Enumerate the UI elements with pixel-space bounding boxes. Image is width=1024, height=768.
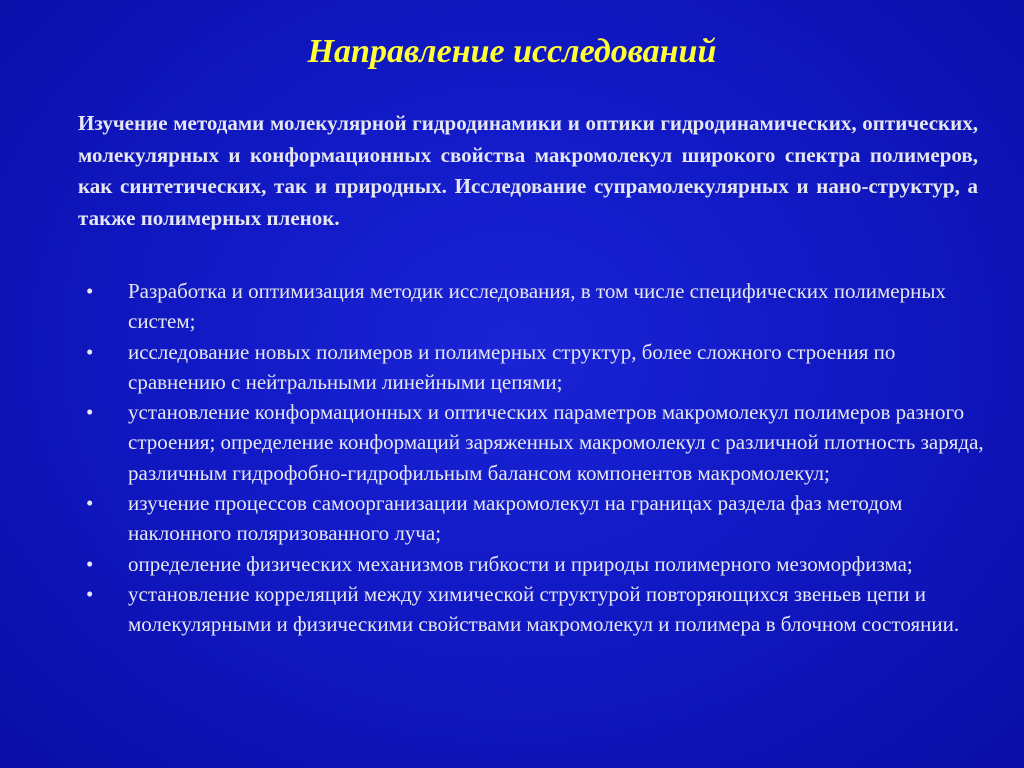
bullet-list	[78, 276, 998, 640]
bullet-dot-icon: •	[86, 581, 94, 606]
bullet-text: установление корреляций между химической структурой повторяющихся звеньев цепи и молекулярными и физическими свойствами макромолекул и полимера в блочном состоянии.	[128, 581, 960, 637]
bullet-text: определение физических механизмов гибкости и природы полимерного мезоморфизма;	[128, 551, 913, 576]
bullet-dot-icon: •	[86, 339, 94, 364]
bullet-dot-icon: •	[86, 400, 94, 425]
bullet-text: Разработка и оптимизация методик исследования, в том числе специфических полимерных систем;	[128, 279, 946, 334]
bullet-item	[78, 276, 998, 337]
bullet-dot-icon: •	[86, 491, 94, 516]
bullet-item	[78, 579, 998, 640]
bullet-text: исследование новых полимеров и полимерных структур, более сложного строения по сравнению с нейтральными линейными цепями;	[128, 339, 896, 394]
bullet-item	[78, 488, 998, 549]
slide-title: Направление исследований	[307, 33, 717, 70]
bullet-dot-icon: •	[86, 551, 94, 576]
bullet-item	[78, 337, 998, 398]
bullet-text: изучение процессов самоорганизации макромолекул на границах раздела фаз методом наклонного поляризованного луча;	[128, 491, 903, 546]
intro-paragraph: Изучение методами молекулярной гидродинамики и оптики гидродинамических, оптических, молекулярных и конформационных свойства макромолекул широкого спектра полимеров, как синтетических, так и природных. Исследование супрамолекулярных и нано-структур, а также полимерных пленок.	[78, 111, 978, 230]
bullet-dot-icon: •	[86, 279, 94, 303]
bullet-item	[78, 549, 998, 579]
bullet-text: установление конформационных и оптических параметров макромолекул полимеров разного строения; определение конформаций заряженных макромолекул с различной плотность заряда, различным гидрофобно-гидрофильным балансом компонентов макромолекул;	[128, 400, 984, 485]
bullet-item	[78, 397, 998, 488]
